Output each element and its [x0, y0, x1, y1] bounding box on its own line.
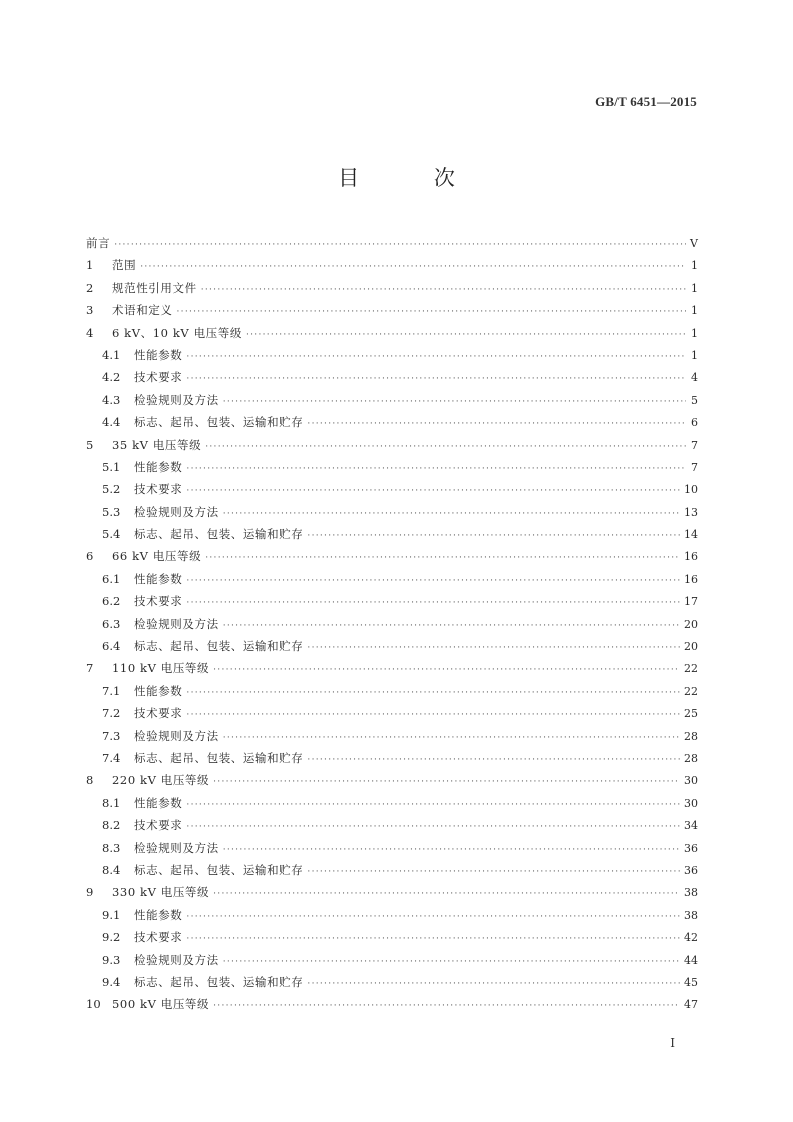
- toc-dot-leader: [213, 883, 680, 905]
- toc-entry-number: 6.1: [102, 571, 121, 586]
- toc-entry-page: 7: [691, 460, 698, 474]
- toc-entry-page: 13: [684, 505, 698, 519]
- toc-entry-label: 技术要求: [134, 594, 183, 609]
- toc-dot-leader: [186, 928, 680, 950]
- standard-code: GB/T 6451—2015: [595, 94, 697, 109]
- toc-entry-page: 30: [684, 796, 698, 810]
- toc-entry-number: 8.4: [102, 862, 121, 877]
- toc-dot-leader: [186, 704, 680, 726]
- toc-entry[interactable]: [86, 702, 698, 724]
- toc-entry-number: 10: [86, 997, 101, 1012]
- toc-entry-label: 性能参数: [134, 347, 183, 362]
- toc-entry-number: 5.4: [102, 527, 121, 542]
- toc-entry[interactable]: [86, 904, 698, 926]
- toc-entry[interactable]: [86, 613, 698, 635]
- toc-entry-page: 28: [684, 729, 698, 743]
- toc-entry[interactable]: [86, 478, 698, 500]
- toc-entry-label: 35 kV 电压等级: [112, 437, 202, 452]
- toc-entry-label: 标志、起吊、包装、运输和贮存: [134, 862, 304, 877]
- toc-entry-number: 5.3: [102, 504, 121, 519]
- toc-entry[interactable]: [86, 366, 698, 388]
- toc-entry-number: 4.4: [102, 415, 121, 430]
- toc-entry-label: 标志、起吊、包装、运输和贮存: [134, 415, 304, 430]
- toc-entry-page: 36: [684, 841, 698, 855]
- toc-dot-leader: [205, 547, 680, 569]
- toc-entry-page: 42: [684, 931, 698, 945]
- toc-entry-number: 4.2: [102, 370, 121, 385]
- toc-entry-number: 7.2: [102, 706, 121, 721]
- toc-entry-label: 性能参数: [134, 571, 183, 586]
- toc-entry[interactable]: [86, 501, 698, 523]
- table-of-contents: [86, 232, 698, 1016]
- toc-dot-leader: [307, 973, 680, 995]
- toc-entry-page: 25: [684, 707, 698, 721]
- toc-dot-leader: [223, 391, 686, 413]
- toc-entry-label: 前言: [86, 236, 111, 250]
- toc-entry-number: 9.2: [102, 930, 121, 945]
- toc-entry-number: 9.3: [102, 952, 121, 967]
- toc-entry-page: 45: [684, 975, 698, 989]
- toc-entry-label: 330 kV 电压等级: [112, 885, 210, 900]
- toc-entry-page: 16: [684, 550, 698, 564]
- toc-entry[interactable]: [86, 322, 698, 344]
- page-number: I: [670, 1036, 675, 1050]
- toc-entry-page: 10: [684, 483, 698, 497]
- toc-entry-number: 9: [86, 885, 94, 900]
- toc-entry-page: 34: [684, 819, 698, 833]
- toc-entry-label: 技术要求: [134, 482, 183, 497]
- toc-entry-number: 7.3: [102, 728, 121, 743]
- toc-dot-leader: [186, 592, 680, 614]
- toc-entry-number: 2: [86, 280, 94, 295]
- toc-entry-label: 规范性引用文件: [112, 280, 197, 295]
- toc-entry-number: 5.1: [102, 459, 121, 474]
- toc-entry[interactable]: [86, 523, 698, 545]
- toc-entry-page: 22: [684, 684, 698, 698]
- toc-entry-label: 检验规则及方法: [134, 952, 219, 967]
- toc-entry-label: 技术要求: [134, 370, 183, 385]
- toc-entry[interactable]: [86, 299, 698, 321]
- toc-entry[interactable]: [86, 926, 698, 948]
- toc-entry-label: 性能参数: [134, 907, 183, 922]
- toc-entry-label: 技术要求: [134, 706, 183, 721]
- toc-entry-label: 标志、起吊、包装、运输和贮存: [134, 750, 304, 765]
- toc-entry-page: 20: [684, 640, 698, 654]
- toc-entry-page: 38: [684, 908, 698, 922]
- toc-entry[interactable]: [86, 590, 698, 612]
- toc-entry[interactable]: [86, 568, 698, 590]
- toc-entry-number: 7.1: [102, 683, 121, 698]
- toc-entry-page: 6: [691, 416, 698, 430]
- toc-entry-label: 性能参数: [134, 683, 183, 698]
- toc-entry-label: 220 kV 电压等级: [112, 773, 210, 788]
- toc-dot-leader: [186, 794, 680, 816]
- toc-entry-number: 7: [86, 661, 94, 676]
- toc-entry-number: 7.4: [102, 750, 121, 765]
- toc-entry[interactable]: [86, 657, 698, 679]
- toc-entry[interactable]: [86, 277, 698, 299]
- toc-entry-page: 1: [691, 348, 698, 362]
- toc-entry-label: 技术要求: [134, 818, 183, 833]
- toc-entry-page: 20: [684, 617, 698, 631]
- toc-entry-page: 1: [691, 281, 698, 295]
- toc-dot-leader: [246, 324, 686, 346]
- toc-entry-page: 5: [691, 393, 698, 407]
- toc-entry-label: 110 kV 电压等级: [112, 661, 210, 676]
- toc-dot-leader: [213, 995, 680, 1017]
- toc-entry-label: 标志、起吊、包装、运输和贮存: [134, 527, 304, 542]
- toc-entry-label: 标志、起吊、包装、运输和贮存: [134, 639, 304, 654]
- toc-entry-page: 16: [684, 572, 698, 586]
- toc-dot-leader: [201, 279, 686, 301]
- toc-dot-leader: [213, 771, 680, 793]
- toc-entry[interactable]: [86, 814, 698, 836]
- toc-entry[interactable]: [86, 456, 698, 478]
- toc-entry-label: 66 kV 电压等级: [112, 549, 202, 564]
- toc-entry-number: 9.1: [102, 907, 121, 922]
- toc-entry[interactable]: [86, 859, 698, 881]
- toc-entry-label: 6 kV、10 kV 电压等级: [112, 325, 242, 340]
- toc-entry-number: 1: [86, 258, 94, 273]
- toc-entry-number: 8: [86, 773, 94, 788]
- toc-entry-number: 5.2: [102, 482, 121, 497]
- toc-entry-label: 检验规则及方法: [134, 728, 219, 743]
- toc-entry[interactable]: [86, 725, 698, 747]
- toc-entry-page: 7: [691, 438, 698, 452]
- toc-entry-number: 8.2: [102, 818, 121, 833]
- toc-dot-leader: [223, 839, 680, 861]
- toc-entry[interactable]: [86, 881, 698, 903]
- toc-entry-page: 4: [691, 371, 698, 385]
- toc-entry[interactable]: [86, 680, 698, 702]
- toc-dot-leader: [186, 480, 680, 502]
- toc-dot-leader: [114, 234, 686, 256]
- toc-title: 目 次: [338, 166, 489, 190]
- toc-dot-leader: [186, 458, 686, 480]
- toc-entry-label: 检验规则及方法: [134, 840, 219, 855]
- toc-dot-leader: [307, 413, 686, 435]
- toc-entry-number: 5: [86, 437, 94, 452]
- toc-dot-leader: [186, 570, 680, 592]
- toc-entry[interactable]: [86, 411, 698, 433]
- toc-dot-leader: [307, 861, 680, 883]
- toc-entry[interactable]: [86, 635, 698, 657]
- toc-entry[interactable]: [86, 344, 698, 366]
- toc-entry-label: 技术要求: [134, 930, 183, 945]
- toc-entry[interactable]: [86, 769, 698, 791]
- toc-entry-label: 术语和定义: [112, 303, 173, 318]
- toc-entry-number: 6: [86, 549, 94, 564]
- toc-dot-leader: [223, 503, 680, 525]
- toc-entry-page: 17: [684, 595, 698, 609]
- toc-entry-page: 1: [691, 326, 698, 340]
- toc-entry-page: 36: [684, 863, 698, 877]
- toc-dot-leader: [213, 659, 680, 681]
- toc-entry-label: 检验规则及方法: [134, 392, 219, 407]
- toc-entry-page: 47: [684, 998, 698, 1012]
- toc-entry-page: V: [690, 237, 698, 250]
- toc-entry[interactable]: [86, 993, 698, 1015]
- toc-entry[interactable]: [86, 434, 698, 456]
- toc-entry-page: 14: [684, 528, 698, 542]
- toc-entry[interactable]: [86, 792, 698, 814]
- toc-entry-number: 8.1: [102, 795, 121, 810]
- toc-entry-page: 38: [684, 886, 698, 900]
- toc-dot-leader: [186, 816, 680, 838]
- toc-entry[interactable]: [86, 949, 698, 971]
- toc-entry-page: 1: [691, 304, 698, 318]
- toc-entry-number: 6.4: [102, 639, 121, 654]
- toc-dot-leader: [307, 525, 680, 547]
- toc-dot-leader: [223, 951, 680, 973]
- toc-entry-label: 性能参数: [134, 795, 183, 810]
- toc-entry[interactable]: [86, 254, 698, 276]
- toc-entry-page: 22: [684, 662, 698, 676]
- toc-entry-number: 9.4: [102, 974, 121, 989]
- toc-entry-label: 范围: [112, 258, 137, 273]
- toc-entry-number: 4.3: [102, 392, 121, 407]
- toc-entry[interactable]: [86, 837, 698, 859]
- toc-entry-number: 8.3: [102, 840, 121, 855]
- toc-entry-label: 性能参数: [134, 459, 183, 474]
- toc-entry-page: 30: [684, 774, 698, 788]
- toc-entry-label: 检验规则及方法: [134, 616, 219, 631]
- toc-entry-label: 标志、起吊、包装、运输和贮存: [134, 974, 304, 989]
- toc-dot-leader: [186, 906, 680, 928]
- toc-entry-number: 3: [86, 303, 94, 318]
- toc-entry-number: 4: [86, 325, 94, 340]
- toc-entry-page: 44: [684, 953, 698, 967]
- toc-entry[interactable]: [86, 389, 698, 411]
- toc-entry-page: 1: [691, 259, 698, 273]
- toc-entry-page: 28: [684, 751, 698, 765]
- toc-dot-leader: [140, 256, 686, 278]
- toc-entry[interactable]: [86, 747, 698, 769]
- toc-entry-label: 500 kV 电压等级: [112, 997, 210, 1012]
- toc-dot-leader: [223, 615, 680, 637]
- toc-dot-leader: [177, 301, 687, 323]
- toc-dot-leader: [307, 637, 680, 659]
- toc-entry-number: 6.2: [102, 594, 121, 609]
- toc-entry-label: 检验规则及方法: [134, 504, 219, 519]
- toc-entry[interactable]: [86, 545, 698, 567]
- toc-entry[interactable]: [86, 971, 698, 993]
- toc-dot-leader: [186, 346, 686, 368]
- toc-dot-leader: [205, 436, 686, 458]
- toc-dot-leader: [186, 682, 680, 704]
- toc-dot-leader: [223, 727, 680, 749]
- toc-entry-number: 6.3: [102, 616, 121, 631]
- toc-entry-number: 4.1: [102, 347, 121, 362]
- toc-dot-leader: [307, 749, 680, 771]
- toc-entry[interactable]: [86, 232, 698, 254]
- toc-dot-leader: [186, 368, 686, 390]
